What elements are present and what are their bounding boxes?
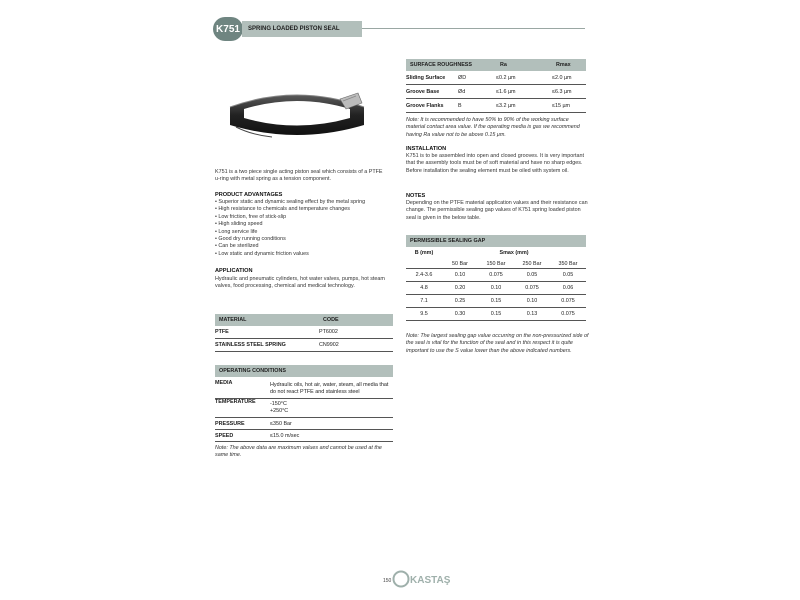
rmax-value: ≤6.3 µm [552, 88, 572, 95]
smax-value: 0.25 [454, 298, 466, 304]
smax-column-header: Smax (mm) [499, 250, 529, 256]
surface-roughness-table [406, 59, 586, 113]
condition-label: SPEED [215, 432, 234, 439]
smax-value: 0.13 [526, 311, 538, 317]
surface-symbol: ØD [458, 74, 467, 81]
header-divider [362, 28, 585, 29]
pressure-label: 250 Bar [522, 260, 542, 267]
table-row [406, 295, 586, 308]
list-item: • High sliding speed [215, 221, 395, 228]
application-heading: APPLICATION [215, 268, 253, 274]
table-row [215, 399, 393, 418]
smax-value: 0.075 [489, 272, 503, 278]
list-item: • Long service life [215, 229, 395, 236]
piston-seal-image [222, 85, 372, 145]
operating-conditions-table [215, 365, 393, 442]
application-text: Hydraulic and pneumatic cylinders, hot water valves, pumps, hot steam valves, food processing, chemical and medical technology. [215, 276, 385, 290]
product-code-badge: K751 [213, 17, 243, 41]
smax-value: 0.15 [490, 298, 502, 304]
smax-value: 0.075 [561, 298, 575, 304]
material-name: STAINLESS STEEL SPRING [215, 342, 286, 348]
table-row [215, 380, 393, 399]
ra-value: ≤1.6 µm [496, 88, 516, 95]
notes-text: Depending on the PTFE material application values and their resistance can change. The permissible sealing gap values of K751 spring loaded piston seal is given in the below table. [406, 200, 588, 221]
table-row [406, 99, 586, 113]
roughness-table-header [406, 59, 586, 71]
condition-value: ≤350 Bar [270, 420, 292, 427]
condition-value: ≤15.0 m/sec [270, 432, 300, 439]
smax-value: 0.10 [454, 272, 466, 278]
code-column-header: CODE [323, 317, 339, 323]
table-row [215, 326, 393, 339]
material-table [215, 314, 393, 352]
smax-value: 0.10 [490, 285, 502, 291]
ra-column-header: Ra [500, 62, 507, 68]
list-item: • Superior static and dynamic sealing effect by the metal spring [215, 199, 395, 206]
table-row [215, 430, 393, 442]
table-row [215, 418, 393, 430]
surface-symbol: B [458, 102, 462, 109]
smax-value: 0.05 [562, 272, 574, 278]
surface-symbol: Ød [458, 88, 466, 95]
installation-heading: INSTALLATION [406, 146, 447, 152]
smax-value: 0.20 [454, 285, 466, 291]
b-value: 4.8 [420, 285, 428, 291]
advantages-list [215, 199, 395, 258]
table-row [406, 71, 586, 85]
intro-text: K751 is a two piece single acting piston seal which consists of a PTFE u-ring with metal spring as a tension component. [215, 169, 383, 183]
roughness-column-header: SURFACE ROUGHNESS [410, 62, 472, 68]
condition-label: TEMPERATURE [215, 399, 256, 405]
b-value: 7.1 [420, 298, 428, 304]
b-column-header: B (mm) [414, 250, 434, 256]
roughness-note: Note: It is recommended to have 50% to 90% of the working surface material contact area value. If the operating media is gas we recommend having Ra value not to be above 0.15 µm. [406, 117, 580, 138]
condition-label: PRESSURE [215, 420, 245, 427]
smax-value: 0.30 [454, 311, 466, 317]
sealing-gap-note: Note: The largest sealing gap value occurring on the non-pressurized side of the seal is vital for the function of the seal and in this respect it is quite important to use the S value lower than the above indicated numbers. [406, 333, 589, 354]
pressure-label: 350 Bar [558, 260, 578, 267]
condition-value: Hydraulic oils, hot air, water, steam, all media that do not react PTFE and stainless steel [270, 382, 389, 395]
pressure-header-row [406, 259, 586, 269]
installation-text: K751 is to be assembled into open and closed grooves. It is very important that the assembly tools must be of soft material and have no sharp edges. Before installation the sealing element must be oiled with system oil. [406, 153, 584, 174]
ra-value: ≤0.2 µm [496, 74, 516, 81]
table-row [215, 339, 393, 352]
pressure-label: 150 Bar [486, 260, 506, 267]
list-item: • Good dry running conditions [215, 236, 395, 243]
table-row [406, 269, 586, 282]
table-row [406, 85, 586, 99]
b-value: 2.4-3.6 [415, 272, 433, 278]
ra-value: ≤3.2 µm [496, 102, 516, 109]
sealing-gap-heading: PERMISSIBLE SEALING GAP [406, 235, 586, 247]
brand-logo [392, 570, 451, 588]
list-item: • Low static and dynamic friction values [215, 251, 395, 258]
advantages-heading: PRODUCT ADVANTAGES [215, 192, 283, 198]
list-item: • Low friction, free of stick-slip [215, 214, 395, 221]
operating-conditions-heading: OPERATING CONDITIONS [215, 365, 393, 377]
smax-value: 0.075 [561, 311, 575, 317]
sealing-gap-header-row [406, 247, 586, 259]
table-row [406, 282, 586, 295]
material-column-header: MATERIAL [219, 317, 247, 323]
sealing-gap-table [406, 235, 586, 321]
brand-logo-text: KASTAŞ [410, 575, 451, 586]
material-code: CN9902 [319, 342, 339, 348]
surface-name: Groove Base [406, 88, 440, 95]
notes-heading: NOTES [406, 193, 426, 199]
smax-value: 0.10 [526, 298, 538, 304]
page-number: 150 [383, 578, 392, 584]
rmax-value: ≤15 µm [552, 102, 571, 109]
smax-value: 0.075 [525, 285, 539, 291]
smax-value: 0.06 [562, 285, 574, 291]
list-item: • High resistance to chemicals and temperature changes [215, 206, 395, 213]
surface-name: Groove Flanks [406, 102, 444, 109]
rmax-column-header: Rmax [556, 62, 571, 68]
b-value: 9.5 [420, 311, 428, 317]
condition-label: MEDIA [215, 380, 233, 386]
page-title: SPRING LOADED PISTON SEAL [242, 21, 362, 37]
smax-value: 0.05 [526, 272, 538, 278]
material-name: PTFE [215, 329, 229, 335]
material-code: PT6002 [319, 329, 338, 335]
list-item: • Can be sterilized [215, 243, 395, 250]
operating-note: Note: The above data are maximum values and cannot be used at the same time. [215, 445, 382, 459]
pressure-label: 50 Bar [452, 260, 468, 267]
smax-value: 0.15 [490, 311, 502, 317]
table-row [406, 308, 586, 321]
material-table-header [215, 314, 393, 326]
rmax-value: ≤2.0 µm [552, 74, 572, 81]
surface-name: Sliding Surface [406, 74, 446, 81]
condition-value: -150°C +250°C [270, 401, 289, 414]
